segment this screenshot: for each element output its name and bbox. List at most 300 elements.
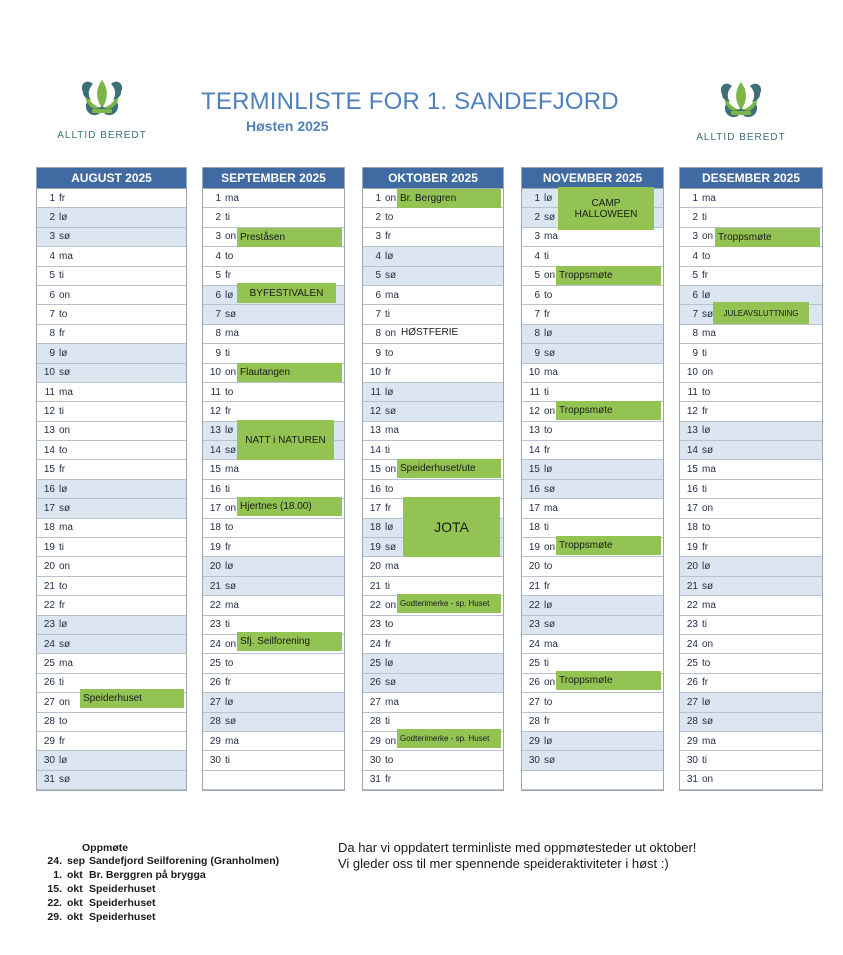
day-row <box>203 383 344 402</box>
day-number: 4 <box>49 250 55 262</box>
day-row <box>522 383 663 402</box>
weekday: lø <box>544 192 553 204</box>
legend-item: 22. okt Speiderhuset <box>47 897 156 909</box>
day-number: 28 <box>43 716 55 728</box>
day-number: 3 <box>375 231 381 243</box>
weekday: fr <box>385 502 392 514</box>
logo-motto-left: ALLTID BEREDT <box>57 130 147 141</box>
day-number: 30 <box>528 755 540 767</box>
day-row <box>680 460 822 479</box>
weekday: to <box>702 250 711 262</box>
weekday: ti <box>225 483 230 495</box>
day-row <box>37 538 186 557</box>
day-number: 11 <box>529 386 540 398</box>
weekday: fr <box>59 464 66 476</box>
month-header: SEPTEMBER 2025 <box>203 168 344 189</box>
day-number: 14 <box>686 444 698 456</box>
day-row <box>363 674 503 693</box>
day-number: 2 <box>49 212 55 224</box>
day-row <box>37 519 186 538</box>
month-october <box>362 167 504 791</box>
weekday: ma <box>59 386 73 398</box>
event-aug-27: Speiderhuset <box>80 689 184 708</box>
day-row <box>37 732 186 751</box>
day-row <box>522 441 663 460</box>
weekday: ti <box>225 347 230 359</box>
day-row <box>363 383 503 402</box>
day-row <box>37 189 186 208</box>
weekday: on <box>544 541 556 553</box>
weekday: lø <box>385 386 394 398</box>
weekday: ma <box>225 599 239 611</box>
weekday: sø <box>385 541 397 553</box>
day-row <box>522 305 663 324</box>
day-number: 21 <box>43 580 55 592</box>
weekday: on <box>225 367 237 379</box>
day-number: 30 <box>209 755 221 767</box>
day-number: 7 <box>375 309 381 321</box>
weekday: on <box>702 367 714 379</box>
day-row <box>37 325 186 344</box>
day-row <box>203 654 344 673</box>
weekday: to <box>59 716 68 728</box>
weekday: to <box>225 250 234 262</box>
weekday: ti <box>59 541 64 553</box>
weekday: on <box>385 735 397 747</box>
day-number: 15 <box>209 464 221 476</box>
weekday: lø <box>59 483 68 495</box>
weekday: fr <box>385 367 392 379</box>
day-number: 24 <box>686 638 698 650</box>
day-row <box>203 519 344 538</box>
weekday: on <box>59 561 71 573</box>
weekday: ti <box>702 483 707 495</box>
day-number: 16 <box>686 483 698 495</box>
day-number: 10 <box>528 367 540 379</box>
day-number: 13 <box>369 425 381 437</box>
day-number: 21 <box>369 580 381 592</box>
day-row <box>680 267 822 286</box>
day-number: 15 <box>686 464 698 476</box>
day-row <box>203 693 344 712</box>
day-number: 3 <box>692 231 698 243</box>
event-dec-3: Troppsmøte <box>715 228 820 247</box>
day-number: 12 <box>43 405 55 417</box>
day-row <box>37 460 186 479</box>
day-row <box>522 732 663 751</box>
day-number: 22 <box>528 599 540 611</box>
day-number: 23 <box>209 619 221 631</box>
weekday: on <box>225 502 237 514</box>
day-row <box>522 344 663 363</box>
weekday: lø <box>59 212 68 224</box>
weekday: lø <box>702 561 711 573</box>
weekday: ma <box>702 328 716 340</box>
day-number: 8 <box>49 328 55 340</box>
weekday: sø <box>544 619 556 631</box>
weekday: on <box>702 502 714 514</box>
weekday: ti <box>544 522 549 534</box>
day-number: 8 <box>215 328 221 340</box>
day-number: 21 <box>686 580 698 592</box>
weekday: fr <box>702 541 709 553</box>
day-row <box>522 460 663 479</box>
day-row <box>203 247 344 266</box>
weekday: ti <box>544 658 549 670</box>
weekday: sø <box>225 716 237 728</box>
day-row <box>37 499 186 518</box>
weekday: ti <box>385 580 390 592</box>
day-number: 7 <box>49 309 55 321</box>
day-number: 28 <box>686 716 698 728</box>
day-number: 6 <box>692 289 698 301</box>
weekday: ma <box>225 192 239 204</box>
day-number: 13 <box>43 425 55 437</box>
day-number: 2 <box>534 212 540 224</box>
weekday: fr <box>225 677 232 689</box>
day-number: 1 <box>49 192 55 204</box>
day-row <box>680 771 822 790</box>
day-number: 29 <box>209 735 221 747</box>
day-number: 27 <box>43 696 55 708</box>
day-row <box>37 480 186 499</box>
weekday: ma <box>544 367 558 379</box>
day-row <box>203 189 344 208</box>
weekday: fr <box>225 270 232 282</box>
weekday: lø <box>385 250 394 262</box>
weekday: fr <box>544 309 551 321</box>
weekday: ma <box>225 735 239 747</box>
weekday: to <box>59 309 68 321</box>
day-number: 16 <box>43 483 55 495</box>
weekday: fr <box>225 405 232 417</box>
day-number: 14 <box>43 444 55 456</box>
day-row <box>363 208 503 227</box>
weekday: ma <box>385 289 399 301</box>
weekday: lø <box>225 425 234 437</box>
day-number: 6 <box>215 289 221 301</box>
weekday: to <box>544 289 553 301</box>
day-row <box>363 751 503 770</box>
day-number: 8 <box>375 328 381 340</box>
day-row <box>203 751 344 770</box>
weekday: lø <box>702 289 711 301</box>
day-number: 1 <box>375 192 381 204</box>
day-number: 27 <box>528 696 540 708</box>
day-row <box>363 693 503 712</box>
day-row <box>680 383 822 402</box>
weekday: sø <box>59 502 71 514</box>
day-number: 31 <box>43 774 55 786</box>
weekday: on <box>225 231 237 243</box>
event-sep-3: Preståsen <box>237 228 342 247</box>
day-number: 19 <box>686 541 698 553</box>
weekday: fr <box>544 580 551 592</box>
weekday: to <box>385 619 394 631</box>
weekday: on <box>544 677 556 689</box>
day-number: 5 <box>534 270 540 282</box>
event-sep-24: Sfj. Seilforening <box>237 632 342 651</box>
weekday: on <box>544 405 556 417</box>
day-number: 6 <box>375 289 381 301</box>
day-number: 31 <box>686 774 698 786</box>
day-number: 17 <box>209 502 221 514</box>
day-row <box>203 402 344 421</box>
day-number: 4 <box>692 250 698 262</box>
day-number: 30 <box>686 755 698 767</box>
day-row <box>522 286 663 305</box>
weekday: ma <box>385 696 399 708</box>
day-row <box>363 402 503 421</box>
logo-right <box>686 78 796 143</box>
weekday: fr <box>385 231 392 243</box>
page-title: TERMINLISTE FOR 1. SANDEFJORD <box>201 88 619 115</box>
day-number: 19 <box>43 541 55 553</box>
weekday: lø <box>59 755 68 767</box>
month-september <box>202 167 345 791</box>
day-number: 26 <box>528 677 540 689</box>
month-header: AUGUST 2025 <box>37 168 186 189</box>
weekday: sø <box>59 367 71 379</box>
day-row <box>522 557 663 576</box>
day-number: 4 <box>375 250 381 262</box>
weekday: lø <box>544 464 553 476</box>
day-row <box>363 635 503 654</box>
weekday: sø <box>385 405 397 417</box>
day-row <box>363 286 503 305</box>
weekday: sø <box>544 347 556 359</box>
day-row <box>203 557 344 576</box>
month-header: NOVEMBER 2025 <box>522 168 663 189</box>
weekday: sø <box>702 309 714 321</box>
day-row <box>37 616 186 635</box>
weekday: fr <box>59 735 66 747</box>
day-row <box>680 247 822 266</box>
day-row <box>37 402 186 421</box>
day-number: 5 <box>692 270 698 282</box>
day-number: 27 <box>369 696 381 708</box>
day-number: 22 <box>686 599 698 611</box>
day-number: 25 <box>43 658 55 670</box>
day-number: 22 <box>209 599 221 611</box>
weekday: ti <box>385 716 390 728</box>
day-row <box>363 771 503 790</box>
legend-item: 1. okt Br. Berggren på brygga <box>53 869 206 881</box>
day-number: 17 <box>686 502 698 514</box>
day-row <box>37 286 186 305</box>
weekday: ti <box>225 212 230 224</box>
weekday: ma <box>59 658 73 670</box>
weekday: fr <box>702 270 709 282</box>
day-number: 5 <box>375 270 381 282</box>
event-nov-26: Troppsmøte <box>556 671 661 690</box>
day-row <box>203 674 344 693</box>
day-number: 11 <box>370 386 381 398</box>
day-number: 12 <box>209 405 221 417</box>
day-number: 18 <box>528 522 540 534</box>
day-row <box>203 344 344 363</box>
weekday: fr <box>385 774 392 786</box>
weekday: sø <box>702 444 714 456</box>
weekday: sø <box>544 483 556 495</box>
weekday: on <box>385 192 397 204</box>
day-number: 18 <box>686 522 698 534</box>
day-number: 4 <box>215 250 221 262</box>
day-row <box>203 713 344 732</box>
day-number: 30 <box>43 755 55 767</box>
day-row <box>522 247 663 266</box>
day-row <box>680 713 822 732</box>
day-row <box>203 732 344 751</box>
day-row <box>203 325 344 344</box>
day-number: 3 <box>215 231 221 243</box>
day-number: 13 <box>528 425 540 437</box>
weekday: sø <box>544 212 556 224</box>
day-number: 4 <box>534 250 540 262</box>
day-number: 8 <box>534 328 540 340</box>
day-row <box>37 713 186 732</box>
weekday: on <box>225 638 237 650</box>
day-number: 8 <box>692 328 698 340</box>
weekday: lø <box>544 328 553 340</box>
day-number: 26 <box>369 677 381 689</box>
weekday: fr <box>59 192 66 204</box>
day-number: 12 <box>528 405 540 417</box>
day-row <box>363 305 503 324</box>
day-number: 26 <box>686 677 698 689</box>
weekday: ma <box>702 464 716 476</box>
day-number: 15 <box>369 464 381 476</box>
day-number: 1 <box>692 192 698 204</box>
day-number: 13 <box>686 425 698 437</box>
day-row <box>680 732 822 751</box>
weekday: on <box>59 425 71 437</box>
day-row <box>680 635 822 654</box>
day-row <box>37 596 186 615</box>
day-number: 25 <box>686 658 698 670</box>
day-number: 23 <box>43 619 55 631</box>
day-row <box>37 557 186 576</box>
logo-left <box>47 76 157 141</box>
weekday: to <box>59 580 68 592</box>
weekday: fr <box>59 328 66 340</box>
day-number: 26 <box>43 677 55 689</box>
day-number: 18 <box>369 522 381 534</box>
day-number: 7 <box>215 309 221 321</box>
day-number: 10 <box>43 367 55 379</box>
weekday: sø <box>225 444 237 456</box>
day-number: 29 <box>686 735 698 747</box>
day-row <box>522 364 663 383</box>
meeting-place-legend <box>38 842 279 925</box>
day-row <box>680 189 822 208</box>
day-row <box>680 441 822 460</box>
weekday: lø <box>225 561 234 573</box>
info-note <box>338 840 696 872</box>
weekday: ma <box>544 231 558 243</box>
weekday: sø <box>385 677 397 689</box>
day-row <box>37 247 186 266</box>
day-number: 17 <box>43 502 55 514</box>
weekday: sø <box>59 638 71 650</box>
day-row <box>37 364 186 383</box>
legend-item: 29. okt Speiderhuset <box>47 911 156 923</box>
weekday: fr <box>544 444 551 456</box>
weekday: on <box>385 328 397 340</box>
event-nov-5: Troppsmøte <box>556 266 661 285</box>
day-number: 21 <box>528 580 540 592</box>
weekday: on <box>544 270 556 282</box>
day-row <box>522 499 663 518</box>
day-row <box>37 208 186 227</box>
weekday: fr <box>544 716 551 728</box>
day-row <box>203 208 344 227</box>
day-row <box>522 480 663 499</box>
day-number: 15 <box>43 464 55 476</box>
note-line-2: Vi gleder oss til mer spennende speideraktiviteter i høst :) <box>338 856 669 871</box>
day-row <box>680 499 822 518</box>
day-number: 17 <box>369 502 381 514</box>
day-number: 12 <box>369 405 381 417</box>
day-number: 19 <box>369 541 381 553</box>
day-row <box>680 538 822 557</box>
day-number: 14 <box>209 444 221 456</box>
day-row <box>363 616 503 635</box>
day-number: 2 <box>215 212 221 224</box>
weekday: ti <box>59 270 64 282</box>
weekday: to <box>385 347 394 359</box>
day-row <box>680 364 822 383</box>
day-row <box>522 635 663 654</box>
weekday: ma <box>385 425 399 437</box>
day-row <box>522 693 663 712</box>
weekday: to <box>702 658 711 670</box>
day-row <box>522 577 663 596</box>
day-number: 9 <box>534 347 540 359</box>
day-row <box>522 228 663 247</box>
day-row <box>203 577 344 596</box>
weekday: sø <box>59 774 71 786</box>
month-november <box>521 167 664 791</box>
day-row <box>37 383 186 402</box>
weekday: ti <box>385 309 390 321</box>
weekday: ti <box>702 619 707 631</box>
day-number: 9 <box>49 347 55 359</box>
weekday: ma <box>59 522 73 534</box>
empty-row <box>203 771 344 790</box>
day-number: 24 <box>209 638 221 650</box>
day-number: 5 <box>49 270 55 282</box>
weekday: lø <box>544 599 553 611</box>
weekday: lø <box>544 735 553 747</box>
weekday: sø <box>544 755 556 767</box>
day-row <box>363 557 503 576</box>
weekday: ti <box>225 619 230 631</box>
day-row <box>522 616 663 635</box>
day-row <box>37 635 186 654</box>
day-row <box>37 441 186 460</box>
day-row <box>37 422 186 441</box>
weekday: lø <box>385 658 394 670</box>
day-number: 10 <box>209 367 221 379</box>
day-number: 26 <box>209 677 221 689</box>
weekday: to <box>225 386 234 398</box>
weekday: ti <box>702 755 707 767</box>
day-number: 16 <box>369 483 381 495</box>
weekday: to <box>702 522 711 534</box>
month-header: OKTOBER 2025 <box>363 168 503 189</box>
day-number: 25 <box>369 658 381 670</box>
